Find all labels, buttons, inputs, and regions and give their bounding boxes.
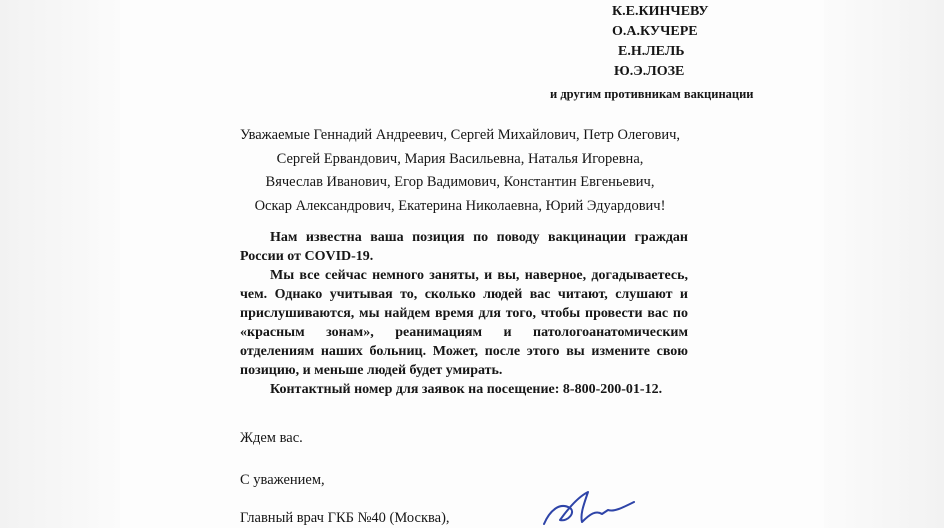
addressee-2: О.А.КУЧЕРЕ <box>612 24 698 39</box>
letter-body <box>240 228 688 399</box>
addressee-1: К.Е.КИНЧЕВУ <box>612 4 709 19</box>
addressee-4: Ю.Э.ЛОЗЕ <box>614 64 685 79</box>
salutation <box>200 124 720 218</box>
signature-icon <box>530 488 650 528</box>
addressee-others: и другим противникам вакцинации <box>550 87 754 101</box>
closing-regards: С уважением, <box>240 472 325 488</box>
body-paragraph-2: Мы все сейчас немного заняты, и вы, наверное, догадываетесь, чем. Однако учитывая то, сколько людей вас читают, слушают и прислушиваются, мы найдем время для того, чтобы провести вас по «красным зонам», реанимациям и патологоанатомическим отделениям наших больниц. Может, после этого вы измените свою позицию, и меньше людей будет умирать. <box>240 268 688 378</box>
salutation-line-2: Сергей Ервандович, Мария Васильевна, Наталья Игоревна, <box>276 150 644 167</box>
closing-wait: Ждем вас. <box>240 430 303 446</box>
addressee-block <box>540 2 800 104</box>
contact-line: Контактный номер для заявок на посещение: 8-800-200-01-12. <box>270 382 663 397</box>
salutation-line-3: Вячеслав Иванович, Егор Вадимович, Константин Евгеньевич, <box>265 174 655 190</box>
salutation-line-1: Уважаемые Геннадий Андреевич, Сергей Михайлович, Петр Олегович, <box>239 127 681 143</box>
salutation-line-4: Оскар Александрович, Екатерина Николаевна, Юрий Эдуардович! <box>254 197 666 214</box>
body-paragraph-1: Нам известна ваша позиция по поводу вакцинации граждан России от COVID-19. <box>240 230 688 264</box>
signatory-line: Главный врач ГКБ №40 (Москва), <box>240 510 450 526</box>
addressee-3: Е.Н.ЛЕЛЬ <box>618 44 685 59</box>
